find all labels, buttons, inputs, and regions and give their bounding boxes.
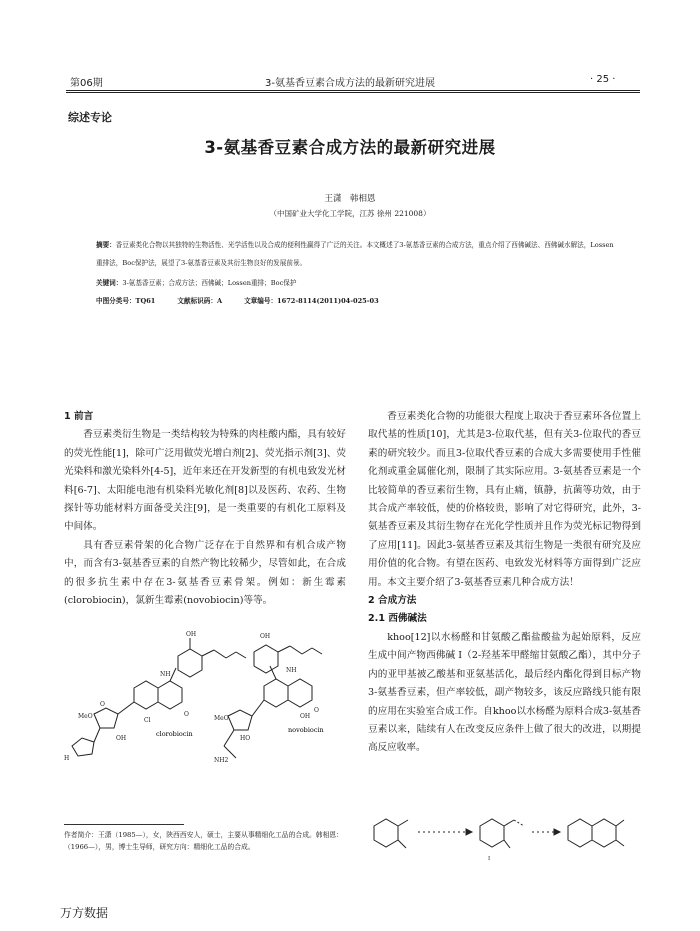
page-number: · 25 · <box>590 74 616 85</box>
footer-watermark: 万方数据 <box>60 906 109 920</box>
svg-text:NH2: NH2 <box>214 757 229 764</box>
left-column <box>64 408 346 610</box>
clorobiocin-atom-labels <box>64 631 196 762</box>
section-heading-methods: 2 合成方法 <box>368 595 417 607</box>
abstract-text: 香豆素类化合物以其独特的生物活性、光学活性以及合成的便利性赢得了广泛的关注。本文概述了3-氨基香豆素的合成方法，重点介绍了西佛碱法、西佛碱水解法，Lossen重排法，Boc保护法，展望了3-氨基香豆素及其衍生物良好的发展前景。 <box>96 241 614 267</box>
svg-text:OH: OH <box>260 633 271 640</box>
svg-text:OH: OH <box>116 735 127 742</box>
keywords-label: 关键词： <box>96 279 123 287</box>
document-code: 文献标识码：A <box>177 297 223 305</box>
svg-text:I: I <box>488 856 491 862</box>
abstract-label: 摘要： <box>96 241 116 249</box>
schiff-base-paragraph: khoo[12]以水杨醛和甘氨酸乙酯盐酸盐为起始原料，反应生成中间产物西佛碱 I（2-羟基苯甲醛缩甘氨酸乙酯），其中分子内的亚甲基被乙酸基和亚氨基活化，最后经内酯化得到目标产物3-氨基香豆素，但产率较低，副产物较多，该反应路线只能有限的应用在实验室合成工作。自khoo以水杨醛为原料合成3-氨基香豆素以来，陆续有人在改变反应条件上做了很大的改进，以期提高反应收率。 <box>368 631 641 754</box>
author-bio-footnote: 作者简介：王潇（1985—），女，陕西西安人，硕士，主要从事精细化工品的合成。韩相恩：（1966—），男，博士生导师，研究方向：精细化工品的合成。 <box>64 831 343 851</box>
svg-text:O: O <box>100 701 105 708</box>
clorobiocin-label: clorobiocin <box>156 730 193 738</box>
abstract <box>96 236 616 272</box>
coumarin-lactone-ring <box>592 819 616 847</box>
svg-text:OH: OH <box>186 631 197 638</box>
clorobiocin-structure <box>72 638 246 756</box>
header-rule <box>66 90 640 91</box>
svg-text:OH: OH <box>300 713 311 720</box>
right-paragraph-1: 香豆素类化合物的功能很大程度上取决于香豆素环各位置上取代基的性质[10]，尤其是3-位取代基，但有关3-位取代的香豆素的研究较少。而且3-位取代香豆素的合成大多需要使用手性催化剂或重金属催化剂，限制了其实际应用。3-氨基香豆素是一个比较简单的香豆素衍生物，具有止痛，镇静，抗菌等功效，由于其合成产率较低，使的价格较贵，影响了对它得研究，此外，3-氨基香豆素及其衍生物存在光化学性质并且作为荧光标记物得到了应用[11]。因此3-氨基香豆素及其衍生物是一类很有研究及应用价值的化合物。有望在医药、电致发光材料等方面得到广泛应用。本文主要介绍了3-氨基香豆素几种合成方法！ <box>368 411 641 588</box>
antibiotic-structures-figure <box>64 628 354 778</box>
subsection-heading-schiff-base: 2.1 西佛碱法 <box>368 613 427 625</box>
svg-text:O: O <box>184 711 189 718</box>
svg-text:MeO: MeO <box>214 715 229 722</box>
right-column <box>368 408 641 758</box>
intro-paragraph-1: 香豆素类衍生物是一类结构较为特殊的肉桂酸内酯，具有较好的荧光性能[1]，除可广泛用做荧光增白剂[2]、荧光指示剂[3]、荧光染料和激光染料外[4-5]，近年来还在开发新型的有机电致发光材料[6-7]、太阳能电池有机染料光敏化剂[8]以及医药、农药、生物探针等功能材料方面备受关注[9]，是一类重要的有机化工原料及中间体。 <box>64 429 346 533</box>
keywords <box>96 274 616 292</box>
clc-number: 中图分类号：TQ61 <box>96 297 156 305</box>
issue-number: 第06期 <box>70 78 103 89</box>
authors: 王潇 韩相恩 <box>324 194 376 204</box>
salicylaldehyde-ring <box>374 819 398 847</box>
schiff-base-ring <box>480 819 504 847</box>
section-tag: 综述专论 <box>68 111 112 124</box>
article-title: 3-氨基香豆素合成方法的最新研究进展 <box>204 138 496 157</box>
section-heading-intro: 1 前言 <box>64 411 94 422</box>
novobiocin-label: novobiocin <box>288 726 324 734</box>
coumarin-benzene-ring <box>568 819 592 847</box>
classification-line <box>96 292 616 310</box>
footnote-rule <box>64 824 184 825</box>
svg-text:H: H <box>64 755 70 762</box>
svg-text:Cl: Cl <box>144 717 151 724</box>
reaction-scheme <box>368 808 642 866</box>
svg-text:NH: NH <box>160 671 171 678</box>
novobiocin-atom-labels <box>214 633 319 764</box>
svg-text:NH: NH <box>286 667 297 674</box>
running-title: 3-氨基香豆素合成方法的最新研究进展 <box>265 78 435 89</box>
svg-text:MeO: MeO <box>78 713 93 720</box>
svg-text:O: O <box>314 707 319 714</box>
intro-paragraph-2: 具有香豆素骨架的化合物广泛存在于自然界和有机合成产物中，而含有3-氨基香豆素的自然产物比较稀少，尽管如此，在合成的很多抗生素中存在3-氨基香豆素骨架。例如：新生霉素(clorobiocin)，氯新生霉素(novobiocin)等等。 <box>64 539 346 607</box>
novobiocin-structure <box>224 645 322 758</box>
article-number: 文章编号：1672-8114(2011)04-025-03 <box>244 297 379 305</box>
svg-text:HO: HO <box>240 735 251 742</box>
keywords-text: 3-氨基香豆素；合成方法；西佛碱；Lossen重排；Boc保护 <box>122 279 297 287</box>
header-rule-thin <box>66 92 640 93</box>
affiliation: （中国矿业大学化工学院，江苏 徐州 221008） <box>269 209 431 218</box>
